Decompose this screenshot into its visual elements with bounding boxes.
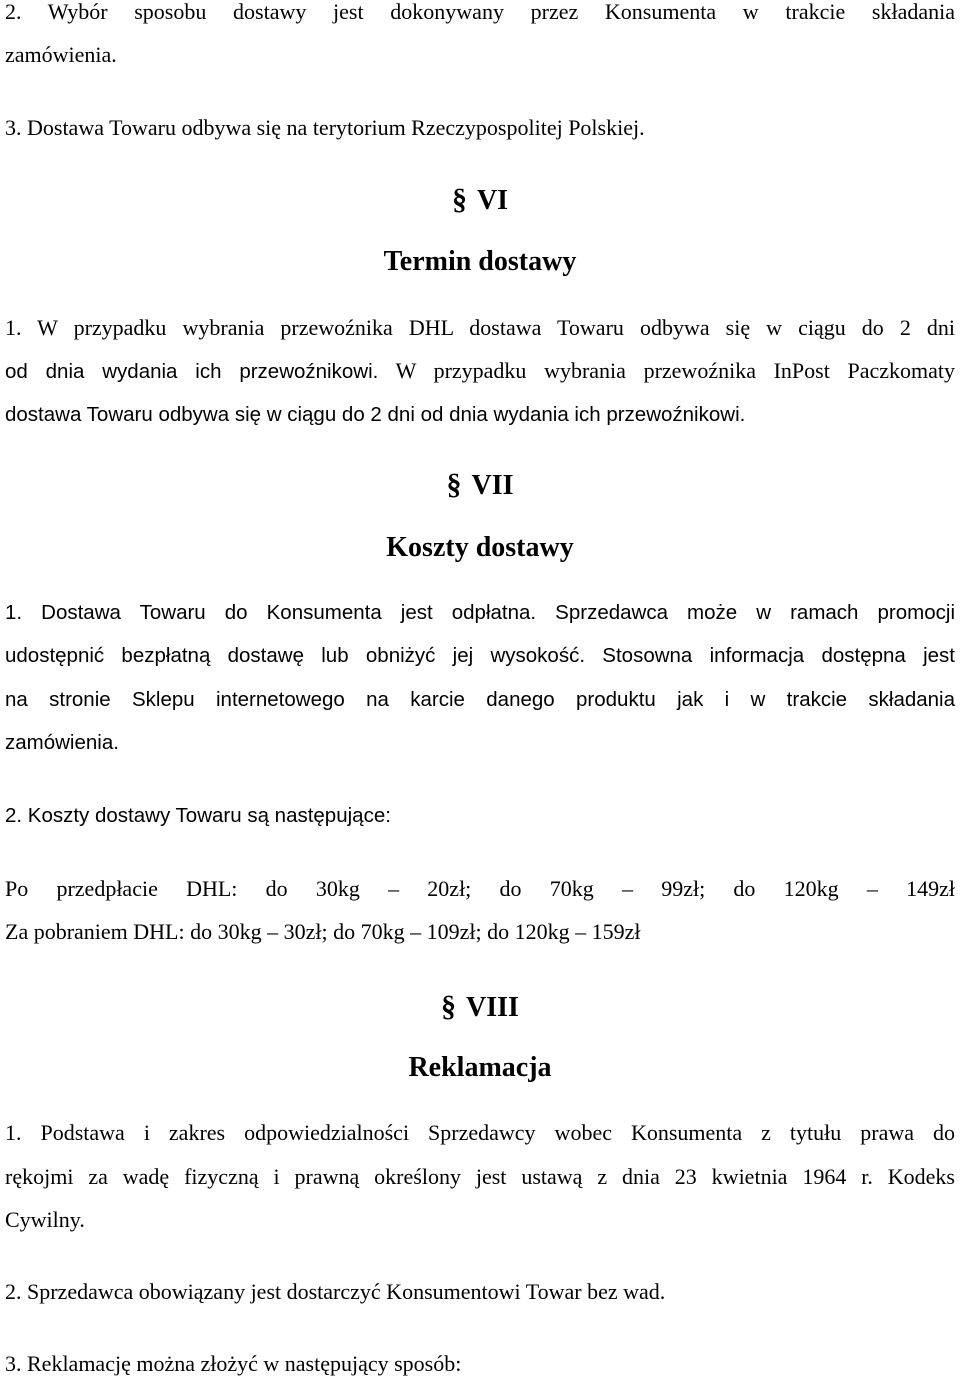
section-number: VI bbox=[476, 185, 509, 216]
sec7-line-1a: 1. Dostawa Towaru do Konsumenta jest odpłatna. bbox=[5, 601, 537, 624]
sec6-line-2a: od dnia wydania ich przewoźnikowi. bbox=[5, 360, 379, 383]
intro-paragraph-2: 2. Wybór sposobu dostawy jest dokonywany przez Konsumenta w trakcie składania bbox=[5, 0, 955, 24]
section-number: VII bbox=[471, 470, 514, 501]
section-7-number bbox=[0, 468, 960, 502]
sec7-line-3: na stronie Sklepu internetowego na karcie danego produktu jak i w trakcie składania bbox=[5, 688, 955, 711]
sec8-line-1: 1. Podstawa i zakres odpowiedzialności Sprzedawcy wobec Konsumenta z tytułu prawa do bbox=[5, 1120, 955, 1145]
sec7-line-2 bbox=[5, 634, 955, 677]
section-symbol: § bbox=[451, 183, 467, 216]
section-6-title: Termin dostawy bbox=[383, 246, 577, 277]
intro-paragraph-2-cont: zamówienia. bbox=[5, 42, 117, 67]
sec7-line-2a: udostępnić bezpłatną dostawę lub obniżyć jej wysokość. bbox=[5, 644, 586, 667]
sec8-paragraph-2: 2. Sprzedawca obowiązany jest dostarczyć Konsumentowi Towar bez wad. bbox=[5, 1279, 666, 1304]
sec8-paragraph-3: 3. Reklamację można złożyć w następujący sposób: bbox=[5, 1351, 462, 1376]
sec7-costs-intro: 2. Koszty dostawy Towaru są następujące: bbox=[5, 804, 391, 827]
section-8-number bbox=[0, 990, 960, 1024]
section-7-title: Koszty dostawy bbox=[386, 532, 574, 563]
sec6-line-2 bbox=[5, 349, 955, 393]
section-number: VIII bbox=[466, 992, 519, 1023]
sec6-line-1: 1. W przypadku wybrania przewoźnika DHL dostawa Towaru odbywa się w ciągu do 2 dni bbox=[5, 315, 955, 340]
section-8-title: Reklamacja bbox=[408, 1052, 552, 1083]
sec7-prepaid-costs: Po przedpłacie DHL: do 30kg – 20zł; do 70kg – 99zł; do 120kg – 149zł bbox=[5, 876, 955, 901]
section-symbol: § bbox=[446, 468, 462, 501]
sec8-line-2: rękojmi za wadę fizyczną i prawną określony jest ustawą z dnia 23 kwietnia 1964 r. Kodeks bbox=[5, 1164, 955, 1189]
section-6-number bbox=[0, 183, 960, 217]
section-symbol: § bbox=[441, 990, 457, 1023]
intro-paragraph-3: 3. Dostawa Towaru odbywa się na terytorium Rzeczypospolitej Polskiej. bbox=[5, 115, 645, 140]
sec7-cod-costs: Za pobraniem DHL: do 30kg – 30zł; do 70kg – 109zł; do 120kg – 159zł bbox=[5, 919, 641, 944]
sec6-line-3: dostawa Towaru odbywa się w ciągu do 2 dni od dnia wydania ich przewoźnikowi. bbox=[5, 403, 746, 426]
sec6-line-2b: W przypadku wybrania przewoźnika InPost Paczkomaty bbox=[378, 358, 955, 383]
sec7-line-1 bbox=[5, 591, 955, 634]
sec7-line-4: zamówienia. bbox=[5, 731, 119, 754]
sec7-line-2b: Stosowna informacja dostępna jest bbox=[585, 644, 955, 667]
sec7-line-1b: Sprzedawca może w ramach promocji bbox=[536, 601, 955, 624]
sec8-line-3: Cywilny. bbox=[5, 1207, 85, 1232]
